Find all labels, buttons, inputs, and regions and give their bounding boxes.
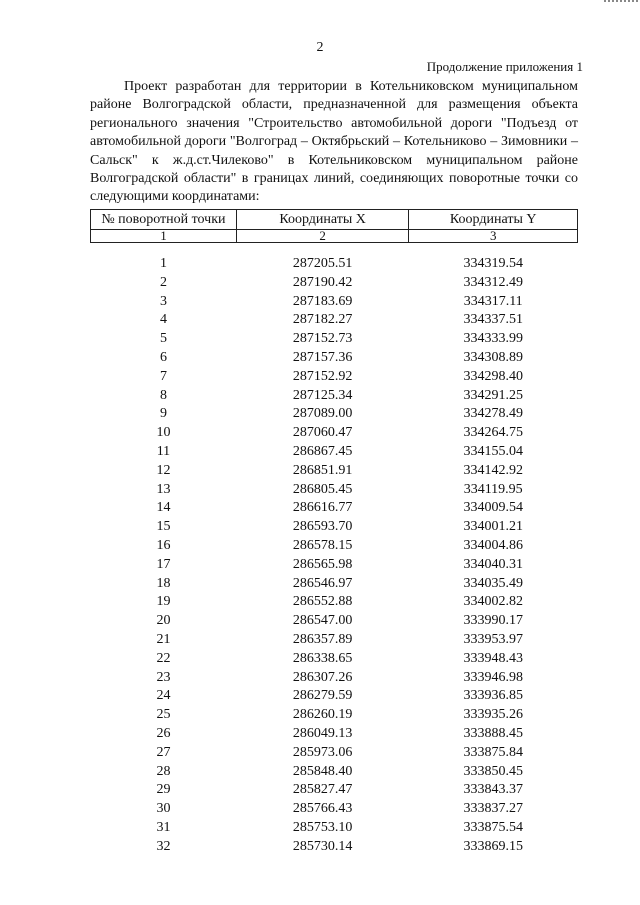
point-number-cell: 1 (159, 256, 167, 271)
coordinate-x-cell: 286552.88 (292, 594, 353, 610)
point-number-cell: 12 (156, 462, 171, 478)
table-row (91, 443, 578, 462)
coordinate-y-cell: 334119.95 (463, 481, 523, 497)
table-row (91, 650, 578, 669)
point-number-cell: 26 (156, 725, 171, 741)
coordinate-x-cell: 286338.65 (292, 650, 353, 666)
coordinate-y-cell: 333843.37 (463, 782, 523, 798)
table-row (91, 687, 578, 706)
coordinate-y-cell: 333850.45 (463, 763, 523, 779)
table-row (91, 575, 578, 594)
table-row (91, 311, 578, 330)
header-point-number: № поворотной точки (91, 210, 237, 230)
coordinate-x-cell: 285973.06 (292, 744, 353, 760)
table-row (91, 537, 578, 556)
point-number-cell: 3 (159, 293, 167, 309)
coordinate-x-cell: 285827.47 (292, 782, 353, 798)
point-number-cell: 25 (156, 707, 171, 723)
coordinate-x-cell: 285848.40 (292, 763, 353, 779)
coordinate-y-cell: 334317.11 (463, 293, 523, 309)
coordinate-x-cell: 286851.91 (292, 462, 353, 478)
point-number-cell: 24 (156, 688, 171, 704)
table-row (91, 800, 578, 819)
point-number-cell: 11 (156, 443, 171, 459)
coordinate-x-cell: 285730.14 (292, 838, 353, 854)
coordinate-x-cell: 287152.92 (292, 368, 353, 384)
table-row (91, 293, 578, 312)
table-row (91, 462, 578, 481)
header-coordinate-x: Координаты X (236, 210, 409, 230)
point-number-cell: 28 (156, 763, 171, 779)
coordinates-table (90, 209, 578, 857)
point-number-cell: 14 (156, 500, 171, 516)
coordinate-y-cell: 334291.25 (463, 387, 523, 403)
coordinate-x-cell: 287089.00 (292, 406, 353, 422)
point-number-cell: 16 (156, 537, 171, 553)
table-row (91, 744, 578, 763)
coordinate-y-cell: 334312.49 (463, 274, 523, 290)
coordinate-y-cell: 333953.97 (463, 631, 523, 647)
table-row (91, 387, 578, 406)
table-row (91, 518, 578, 537)
coordinate-x-cell: 286307.26 (292, 669, 353, 685)
coordinate-y-cell: 334142.92 (463, 462, 523, 478)
coordinate-x-cell: 286593.70 (292, 519, 353, 535)
point-number-cell: 31 (156, 819, 171, 835)
point-number-cell: 29 (156, 782, 171, 798)
table-row (91, 481, 578, 500)
coordinate-x-cell: 287182.27 (292, 312, 353, 328)
coordinate-y-cell: 333936.85 (463, 688, 523, 704)
table-row (91, 725, 578, 744)
table-row (91, 593, 578, 612)
coordinate-x-cell: 287157.36 (292, 349, 353, 365)
appendix-continuation-note: Продолжение приложения 1 (426, 59, 583, 74)
coordinate-y-cell: 333888.45 (463, 725, 523, 741)
coordinate-x-cell: 286279.59 (292, 688, 353, 704)
column-number-1: 1 (91, 230, 237, 243)
point-number-cell: 27 (156, 744, 171, 760)
coordinate-x-cell: 287190.42 (292, 274, 353, 290)
point-number-cell: 32 (156, 838, 171, 854)
coordinate-x-cell: 286616.77 (292, 500, 353, 516)
coordinate-x-cell: 287205.51 (292, 256, 353, 271)
coordinate-x-cell: 286357.89 (292, 631, 353, 647)
coordinate-x-cell: 286049.13 (292, 725, 353, 741)
coordinate-y-cell: 334278.49 (463, 406, 523, 422)
page-number: 2 (316, 40, 324, 55)
coordinate-y-cell: 333935.26 (463, 707, 523, 723)
header-coordinate-y: Координаты Y (409, 210, 578, 230)
table-row (91, 706, 578, 725)
coordinate-x-cell: 287183.69 (292, 293, 353, 309)
table-row (91, 349, 578, 368)
coordinate-y-cell: 334333.99 (463, 331, 523, 347)
coordinate-y-cell: 333948.43 (463, 650, 523, 666)
point-number-cell: 13 (156, 481, 171, 497)
coordinate-y-cell: 334035.49 (463, 575, 523, 591)
table-body (91, 255, 578, 857)
point-number-cell: 9 (159, 406, 167, 422)
point-number-cell: 10 (156, 425, 171, 441)
point-number-cell: 20 (156, 613, 171, 629)
coordinate-y-cell: 334002.82 (463, 594, 523, 610)
point-number-cell: 4 (159, 312, 167, 328)
coordinate-y-cell: 333990.17 (463, 613, 523, 629)
point-number-cell: 21 (156, 631, 171, 647)
intro-paragraph: Проект разработан для территории в Котельниковском муниципальном районе Волгоградской области, предназначенной для размещения объекта регионального значения "Строительство автомобильной дороги "Подъезд от автомобильной дороги "Волгоград – Октябрьский – Котельниково – Зимовники – Сальск" к ж.д.ст.Чилеково" в Котельниковском муниципальном районе Волгоградской области" в границах линий, соединяющих поворотные точки со следующими координатами: (90, 79, 578, 205)
coordinate-x-cell: 286867.45 (292, 443, 353, 459)
table-row (91, 499, 578, 518)
coordinate-y-cell: 334308.89 (463, 349, 523, 365)
table-row (91, 838, 578, 857)
coordinate-y-cell: 334264.75 (463, 425, 523, 441)
column-number-row (91, 230, 578, 243)
table-row (91, 781, 578, 800)
point-number-cell: 7 (159, 368, 167, 384)
coordinate-y-cell: 334319.54 (463, 256, 523, 271)
coordinate-x-cell: 286805.45 (292, 481, 353, 497)
table-row (91, 368, 578, 387)
coordinate-x-cell: 286578.15 (292, 537, 353, 553)
coordinate-x-cell: 287152.73 (292, 331, 353, 347)
scan-corner-mark (604, 0, 638, 6)
point-number-cell: 30 (156, 801, 171, 817)
coordinate-x-cell: 286565.98 (292, 556, 353, 572)
table-row (91, 274, 578, 293)
point-number-cell: 6 (159, 349, 167, 365)
point-number-cell: 18 (156, 575, 171, 591)
column-number-3: 3 (409, 230, 578, 243)
point-number-cell: 8 (159, 387, 167, 403)
coordinate-y-cell: 334337.51 (463, 312, 523, 328)
table-row (91, 330, 578, 349)
coordinate-x-cell: 287125.34 (292, 387, 353, 403)
table-row (91, 255, 578, 274)
table-row (91, 405, 578, 424)
coordinate-y-cell: 333946.98 (463, 669, 523, 685)
point-number-cell: 5 (159, 331, 167, 347)
table-row (91, 819, 578, 838)
point-number-cell: 17 (156, 556, 171, 572)
point-number-cell: 19 (156, 594, 171, 610)
coordinate-y-cell: 334298.40 (463, 368, 523, 384)
coordinate-y-cell: 333875.54 (463, 819, 523, 835)
coordinate-x-cell: 286260.19 (292, 707, 353, 723)
table-row (91, 631, 578, 650)
table-header-row (91, 210, 578, 230)
point-number-cell: 15 (156, 519, 171, 535)
coordinate-x-cell: 286546.97 (292, 575, 353, 591)
coordinate-x-cell: 285766.43 (292, 801, 353, 817)
point-number-cell: 2 (159, 274, 167, 290)
coordinate-x-cell: 287060.47 (292, 425, 353, 441)
table-row (91, 556, 578, 575)
coordinate-y-cell: 334009.54 (463, 500, 523, 516)
table-row (91, 424, 578, 443)
coordinate-y-cell: 334040.31 (463, 556, 523, 572)
coordinate-y-cell: 334004.86 (463, 537, 523, 553)
coordinate-y-cell: 333869.15 (463, 838, 523, 854)
point-number-cell: 22 (156, 650, 171, 666)
table-row (91, 763, 578, 782)
coordinate-y-cell: 333875.84 (463, 744, 523, 760)
coordinate-x-cell: 286547.00 (292, 613, 353, 629)
coordinate-x-cell: 285753.10 (292, 819, 353, 835)
column-number-2: 2 (236, 230, 409, 243)
table-row (91, 669, 578, 688)
coordinate-y-cell: 334155.04 (463, 443, 523, 459)
coordinate-y-cell: 333837.27 (463, 801, 523, 817)
table-row (91, 612, 578, 631)
point-number-cell: 23 (156, 669, 171, 685)
coordinate-y-cell: 334001.21 (463, 519, 523, 535)
